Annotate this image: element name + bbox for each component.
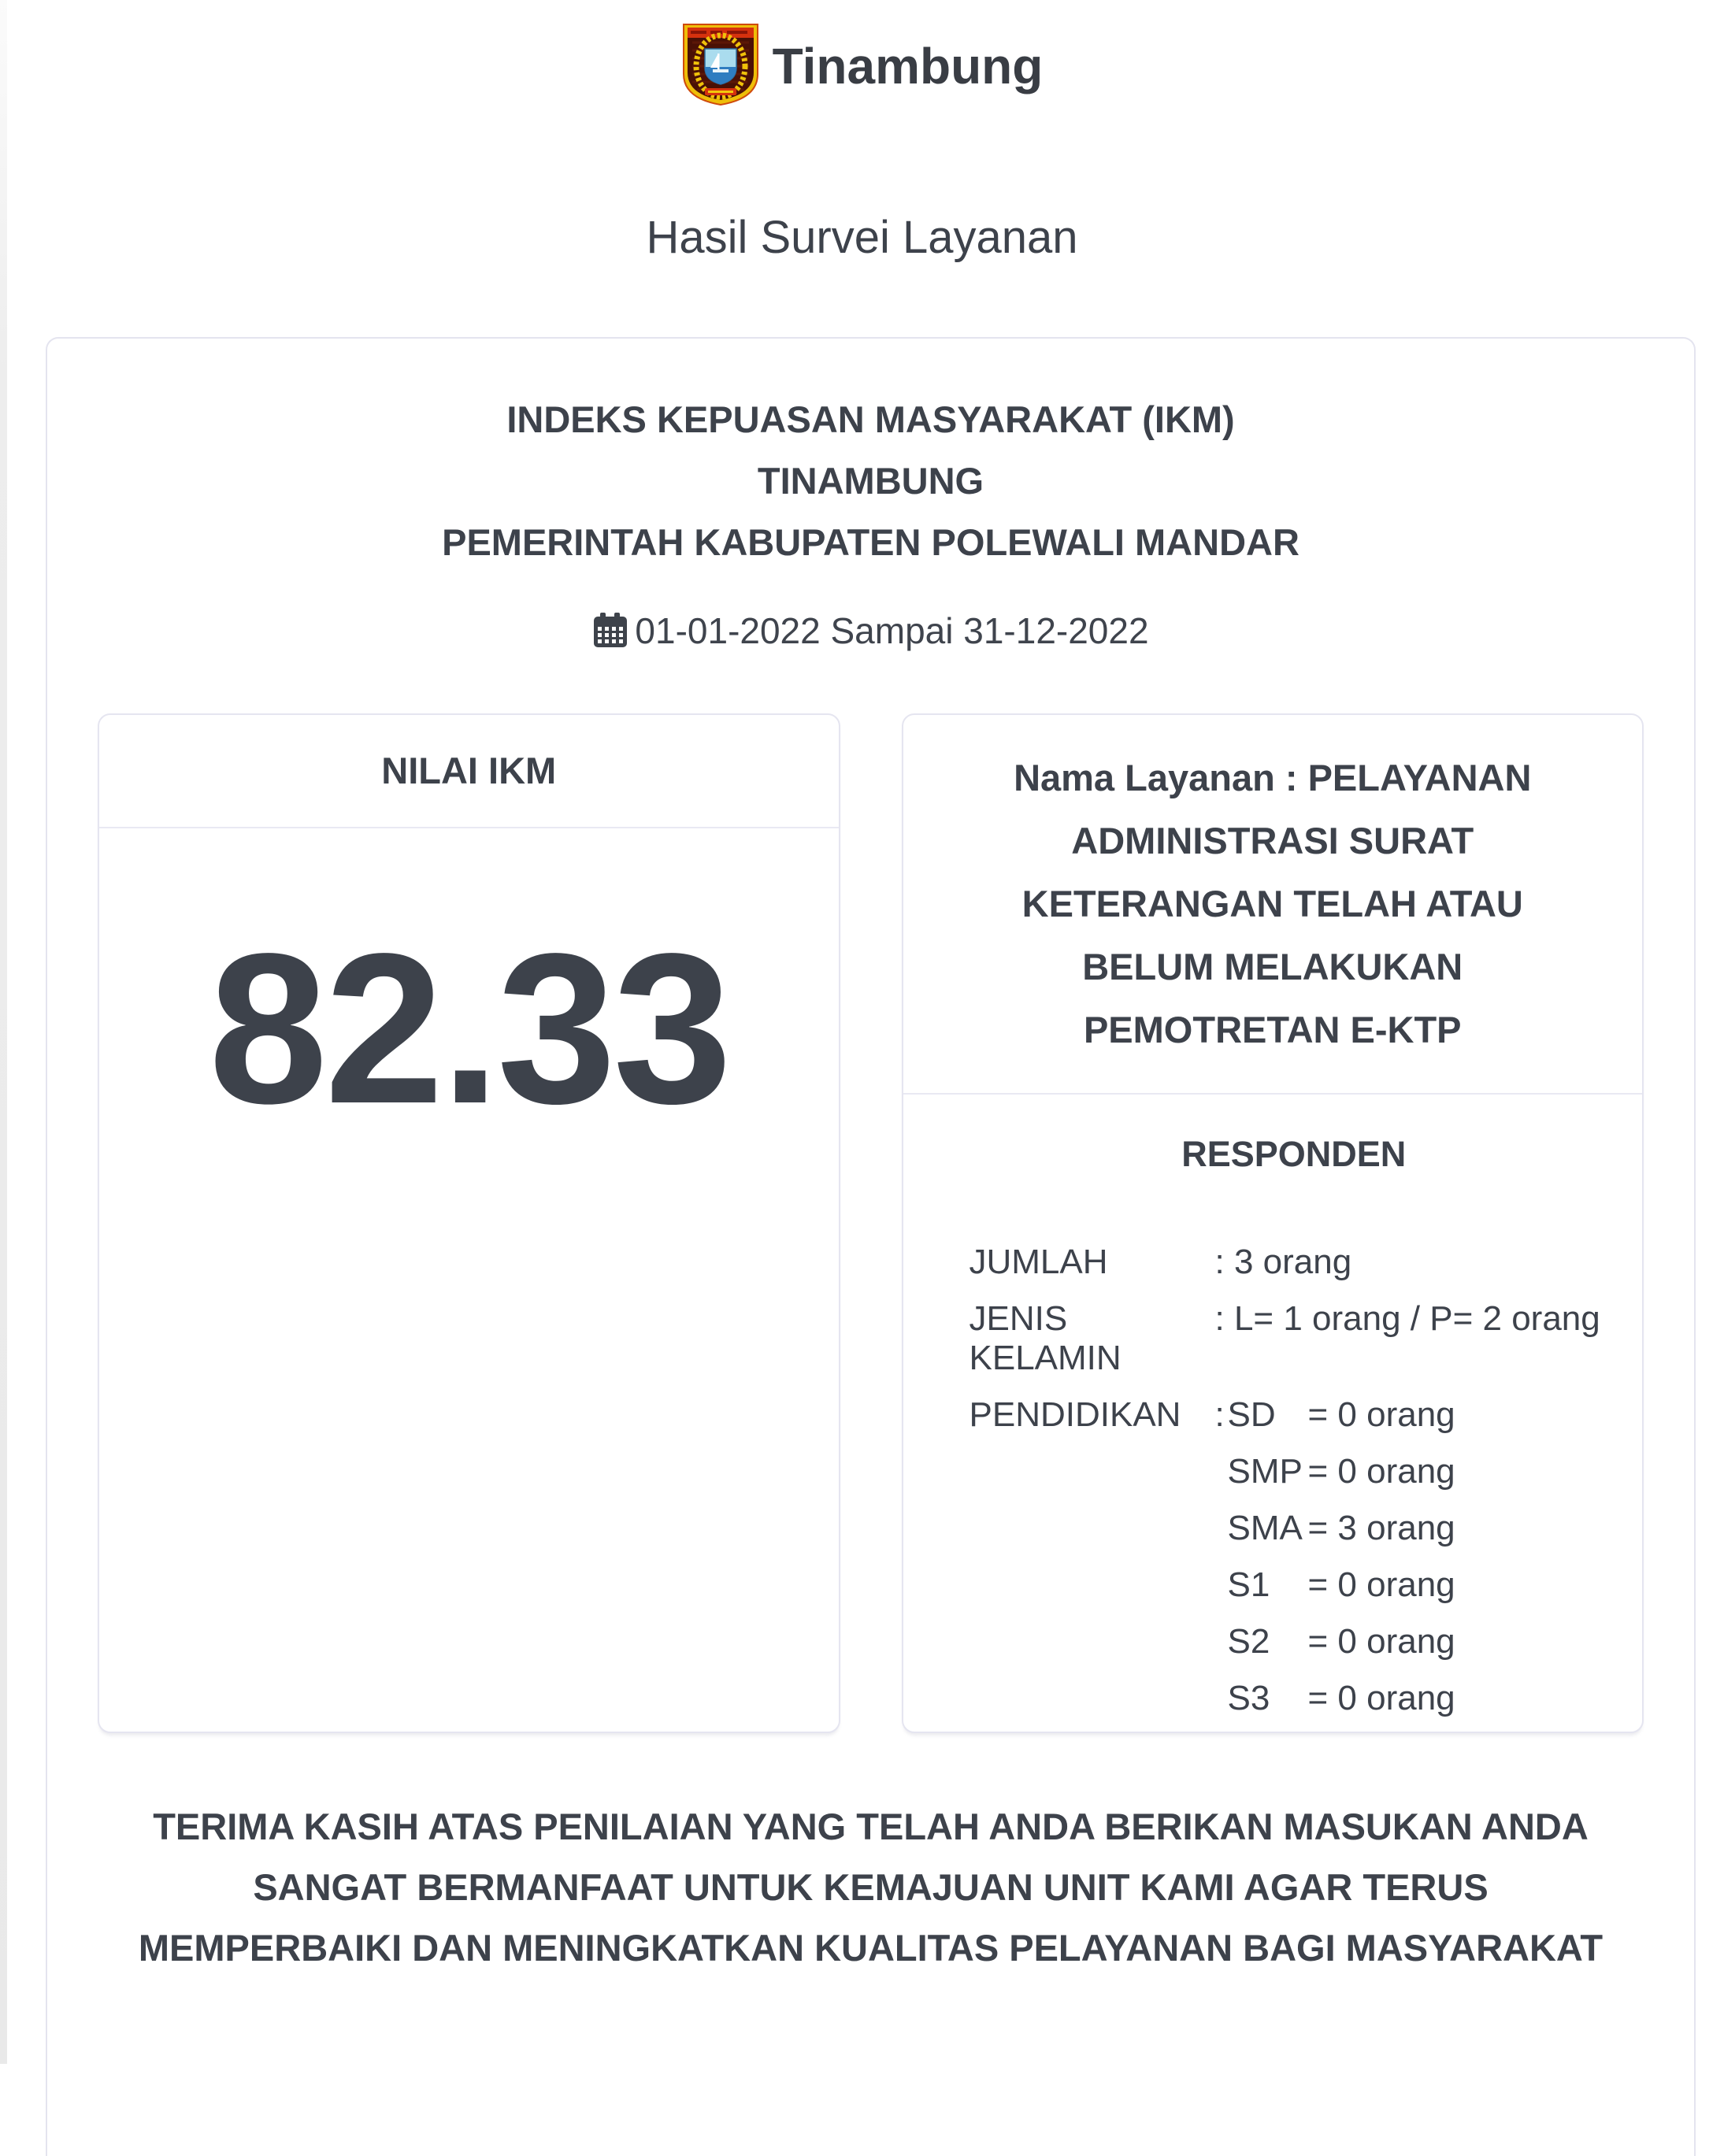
pendidikan-colon-spacer bbox=[1215, 1622, 1228, 1661]
pendidikan-count: = 0 orang bbox=[1307, 1679, 1455, 1717]
survey-result-card bbox=[46, 337, 1696, 2156]
pendidikan-level: S3 bbox=[1227, 1679, 1270, 1717]
layanan-name-line-4: BELUM MELAKUKAN bbox=[1082, 946, 1463, 987]
header-brand bbox=[0, 0, 1724, 110]
pendidikan-level: SMP bbox=[1227, 1452, 1303, 1491]
pendidikan-count: = 0 orang bbox=[1307, 1395, 1455, 1434]
pendidikan-colon-spacer bbox=[1215, 1452, 1228, 1491]
pendidikan-colon: : bbox=[1214, 1395, 1225, 1434]
pendidikan-colon-spacer bbox=[1215, 1565, 1228, 1605]
thank-you-line-3: MEMPERBAIKI DAN MENINGKATKAN KUALITAS PELAYANAN BAGI MASYARAKAT bbox=[138, 1927, 1604, 1969]
pendidikan-level: SD bbox=[1227, 1395, 1276, 1434]
pendidikan-colon-spacer bbox=[1215, 1679, 1228, 1718]
layanan-name-line-2: ADMINISTRASI SURAT bbox=[1071, 820, 1474, 861]
survey-period-text: 01-01-2022 Sampai 31-12-2022 bbox=[635, 610, 1149, 651]
layanan-name-line-3: KETERANGAN TELAH ATAU bbox=[1021, 883, 1523, 924]
responden-row-value: : L= 1 orang / P= 2 orang bbox=[1214, 1299, 1600, 1338]
responden-row-label: PENDIDIKAN bbox=[969, 1395, 1181, 1434]
nilai-ikm-value: 82.33 bbox=[208, 909, 729, 1148]
pendidikan-count: = 0 orang bbox=[1307, 1452, 1455, 1491]
pendidikan-level: SMA bbox=[1227, 1509, 1303, 1547]
pendidikan-table bbox=[1215, 1395, 1619, 1718]
tinambung-crest-logo-icon bbox=[681, 22, 760, 111]
thank-you-note bbox=[47, 1796, 1694, 1978]
pendidikan-colon-spacer bbox=[1215, 1509, 1228, 1548]
brand-name: Tinambung bbox=[772, 38, 1044, 94]
pendidikan-count: = 3 orang bbox=[1307, 1509, 1455, 1547]
thank-you-line-1: TERIMA KASIH ATAS PENILAIAN YANG TELAH ANDA BERIKAN MASUKAN ANDA bbox=[153, 1806, 1589, 1847]
survey-period bbox=[47, 609, 1694, 652]
layanan-name-line-5: PEMOTRETAN E-KTP bbox=[1083, 1009, 1462, 1050]
pendidikan-level: S2 bbox=[1227, 1622, 1270, 1661]
page-title: Hasil Survei Layanan bbox=[646, 212, 1078, 263]
ikm-heading bbox=[47, 389, 1694, 573]
nilai-ikm-title: NILAI IKM bbox=[99, 715, 839, 828]
ikm-heading-line-3: PEMERINTAH KABUPATEN POLEWALI MANDAR bbox=[442, 521, 1299, 563]
nilai-ikm-card bbox=[98, 713, 840, 1733]
responden-title: RESPONDEN bbox=[1181, 1134, 1407, 1174]
layanan-name-line-1: Nama Layanan : PELAYANAN bbox=[1014, 757, 1532, 798]
pendidikan-count: = 0 orang bbox=[1307, 1565, 1455, 1604]
layanan-card bbox=[902, 713, 1644, 1733]
responden-row-label: JENIS KELAMIN bbox=[969, 1299, 1122, 1377]
page-left-gutter bbox=[0, 0, 7, 2064]
ikm-heading-line-1: INDEKS KEPUASAN MASYARAKAT (IKM) bbox=[506, 398, 1235, 440]
thank-you-line-2: SANGAT BERMANFAAT UNTUK KEMAJUAN UNIT KAMI AGAR TERUS bbox=[253, 1866, 1489, 1908]
responden-section bbox=[903, 1095, 1643, 1718]
pendidikan-count: = 0 orang bbox=[1307, 1622, 1455, 1661]
nilai-ikm-body bbox=[99, 828, 839, 1148]
responden-table bbox=[970, 1243, 1619, 1718]
layanan-name-heading bbox=[903, 715, 1643, 1095]
pendidikan-level: S1 bbox=[1227, 1565, 1270, 1604]
calendar-icon bbox=[592, 613, 628, 649]
summary-cards-row bbox=[47, 713, 1694, 1733]
responden-row-value: : 3 orang bbox=[1214, 1243, 1352, 1281]
responden-row-label: JUMLAH bbox=[969, 1243, 1108, 1281]
ikm-heading-line-2: TINAMBUNG bbox=[757, 460, 984, 502]
